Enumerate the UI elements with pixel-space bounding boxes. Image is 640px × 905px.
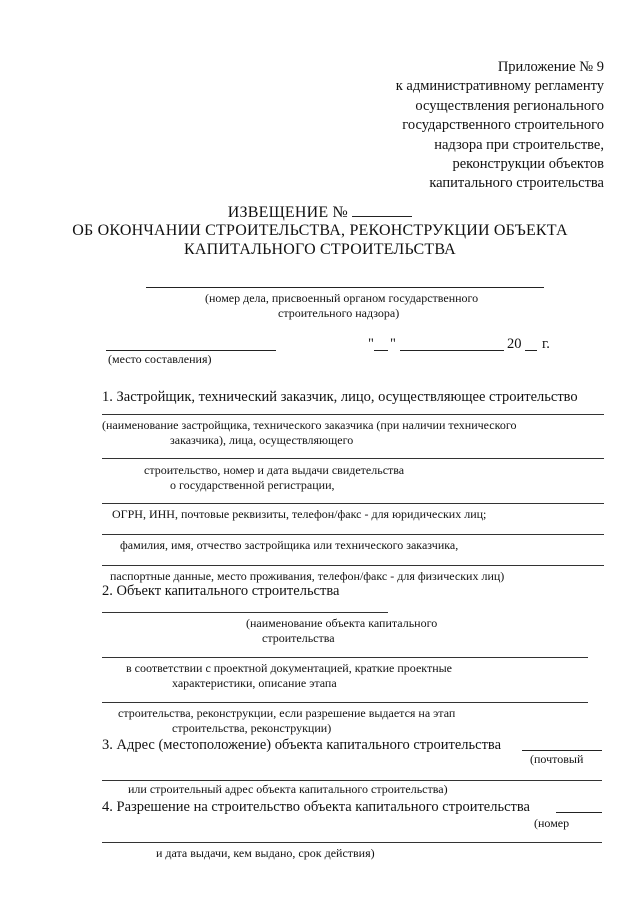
date-day-quote-open: " [368,336,374,352]
section-1-note-2a: строительство, номер и дата выдачи свидетельства [144,463,405,477]
case-number-note-1: (номер дела, присвоенный органом государственного [205,291,479,305]
appendix-line-2: к административному регламенту [395,78,604,95]
section-2-note-1b: строительства [262,631,335,645]
section-4-heading: 4. Разрешение на строительство объекта капитального строительства [102,799,530,815]
section-1-heading: 1. Застройщик, технический заказчик, лицо, осуществляющее строительство [102,389,578,405]
notice-title [0,202,640,223]
section-1-field-5[interactable] [102,565,604,566]
date-year-field[interactable] [525,350,537,351]
notice-title-prefix: ИЗВЕЩЕНИЕ № [227,204,349,221]
section-1-note-3: ОГРН, ИНН, почтовые реквизиты, телефон/факс - для юридических лиц; [112,507,487,521]
section-2-note-2b: характеристики, описание этапа [172,676,337,690]
date-year-suffix: г. [542,336,550,352]
section-1-note-2b: о государственной регистрации, [170,478,335,492]
notice-title-line-2: ОБ ОКОНЧАНИИ СТРОИТЕЛЬСТВА, РЕКОНСТРУКЦИИ ОБЪЕКТА [72,222,568,239]
section-2-field-3[interactable] [102,702,588,703]
section-1-field-3[interactable] [102,503,604,504]
section-4-field-inline[interactable] [556,812,602,813]
section-4-note-1: (номер [534,816,570,830]
date-day-quote-close: " [390,336,396,352]
notice-title-line-3: КАПИТАЛЬНОГО СТРОИТЕЛЬСТВА [184,241,456,258]
appendix-line-3: осуществления регионального [415,97,604,114]
section-1-note-1a: (наименование застройщика, технического заказчика (при наличии технического [102,418,517,432]
place-note: (место составления) [108,352,212,366]
case-number-note-2: строительного надзора) [278,306,400,320]
section-1-field-2[interactable] [102,458,604,459]
date-month-field[interactable] [400,350,504,351]
appendix-line-7: капитального строительства [429,175,604,192]
section-3-note-2: или строительный адрес объекта капитального строительства) [128,782,448,796]
section-2-note-3a: строительства, реконструкции, если разрешение выдается на этап [118,706,456,720]
appendix-line-6: реконструкции объектов [452,156,604,173]
section-2-note-2a: в соответствии с проектной документацией, краткие проектные [126,661,452,675]
section-1-field-4[interactable] [102,534,604,535]
section-1-note-4: фамилия, имя, отчество застройщика или технического заказчика, [120,538,459,552]
section-2-field-1[interactable] [102,612,388,613]
section-2-field-2[interactable] [102,657,588,658]
notice-number-field[interactable] [352,202,412,217]
appendix-line-4: государственного строительного [402,117,604,134]
section-2-heading: 2. Объект капитального строительства [102,583,340,599]
section-3-heading: 3. Адрес (местоположение) объекта капитального строительства [102,737,502,753]
case-number-field[interactable] [146,287,544,288]
section-1-note-1b: заказчика), лица, осуществляющего [170,433,354,447]
date-day-field[interactable] [374,350,388,351]
section-3-field-1[interactable] [102,780,602,781]
appendix-line-1: Приложение № 9 [497,59,604,75]
appendix-block [396,58,604,194]
section-3-note-1: (почтовый [530,752,584,766]
section-3-field-inline[interactable] [522,750,602,751]
section-2-note-3b: строительства, реконструкции) [172,721,332,735]
place-field[interactable] [106,350,276,351]
section-4-field-1[interactable] [102,842,602,843]
appendix-line-5: надзора при строительстве, [434,136,604,153]
section-1-field-1[interactable] [102,414,604,415]
section-1-note-5: паспортные данные, место проживания, телефон/факс - для физических лиц) [110,569,505,583]
section-4-note-2: и дата выдачи, кем выдано, срок действия) [156,846,375,860]
date-year-prefix: 20 [507,336,522,352]
section-2-note-1a: (наименование объекта капитального [246,616,438,630]
